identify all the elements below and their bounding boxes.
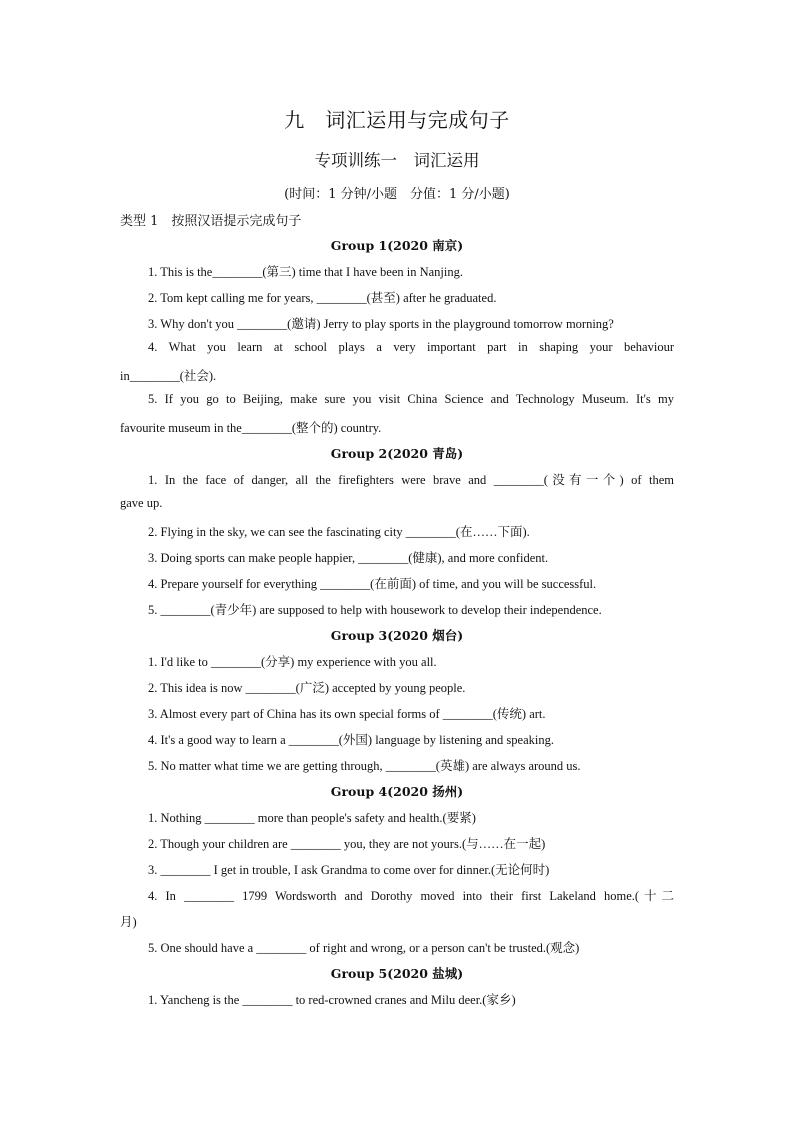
- question-line: 3. Doing sports can make people happier, ________(健康), and more confident.: [148, 551, 549, 565]
- page-subtitle: 专项训练一 词汇运用: [314, 151, 480, 170]
- question-line: 4. Prepare yourself for everything ________(在前面) of time, and you will be successful.: [148, 577, 597, 591]
- group-heading: Group 5(2020 盐城): [330, 966, 464, 981]
- page-title: 九 词汇运用与完成句子: [284, 108, 510, 132]
- question-line: 2. Flying in the sky, we can see the fascinating city ________(在……下面).: [148, 525, 530, 539]
- question-line: 1. Nothing ________ more than people's safety and health.(要紧): [148, 811, 476, 825]
- group-heading: Group 4(2020 扬州): [330, 784, 464, 799]
- question-line: 4. In ________ 1799 Wordsworth and Dorothy moved into their first Lakeland home.(十二: [148, 889, 674, 903]
- question-line: 3. Why don't you ________(邀请) Jerry to play sports in the playground tomorrow morning?: [148, 317, 614, 331]
- question-line: 5. One should have a ________ of right and wrong, or a person can't be trusted.(观念): [148, 941, 580, 955]
- question-line: gave up.: [120, 496, 163, 510]
- question-line: 2. This idea is now ________(广泛) accepted by young people.: [148, 681, 466, 695]
- group-heading: Group 2(2020 青岛): [330, 446, 464, 461]
- question-line: 1. In the face of danger, all the firefighters were brave and ________(没有一个) of them: [148, 473, 674, 487]
- question-line: 4. What you learn at school plays a very important part in shaping your behaviour: [148, 340, 674, 354]
- question-line: 1. I'd like to ________(分享) my experience with you all.: [148, 655, 437, 669]
- question-line: 5. If you go to Beijing, make sure you visit China Science and Technology Museum. It's my: [148, 392, 674, 406]
- question-line: in________(社会).: [120, 369, 217, 383]
- question-line: 5. No matter what time we are getting through, ________(英雄) are always around us.: [148, 759, 581, 773]
- question-line: 3. ________ I get in trouble, I ask Grandma to come over for dinner.(无论何时): [148, 863, 550, 877]
- question-line: 月): [120, 915, 137, 929]
- type-label: 类型 1 按照汉语提示完成句子: [120, 214, 302, 229]
- question-line: 2. Tom kept calling me for years, ________(甚至) after he graduated.: [148, 291, 497, 305]
- question-line: 1. This is the________(第三) time that I have been in Nanjing.: [148, 265, 463, 279]
- group-heading: Group 1(2020 南京): [330, 238, 464, 253]
- question-line: 4. It's a good way to learn a ________(外国) language by listening and speaking.: [148, 733, 554, 747]
- question-line: favourite museum in the________(整个的) country.: [120, 421, 382, 435]
- question-line: 1. Yancheng is the ________ to red-crowned cranes and Milu deer.(家乡): [148, 993, 516, 1007]
- question-line: 5. ________(青少年) are supposed to help with housework to develop their independence.: [148, 603, 602, 617]
- group-heading: Group 3(2020 烟台): [330, 628, 464, 643]
- time-info: (时间：1 分钟/小题 分值：1 分/小题): [284, 187, 510, 202]
- question-line: 3. Almost every part of China has its own special forms of ________(传统) art.: [148, 707, 546, 721]
- question-line: 2. Though your children are ________ you, they are not yours.(与……在一起): [148, 837, 546, 851]
